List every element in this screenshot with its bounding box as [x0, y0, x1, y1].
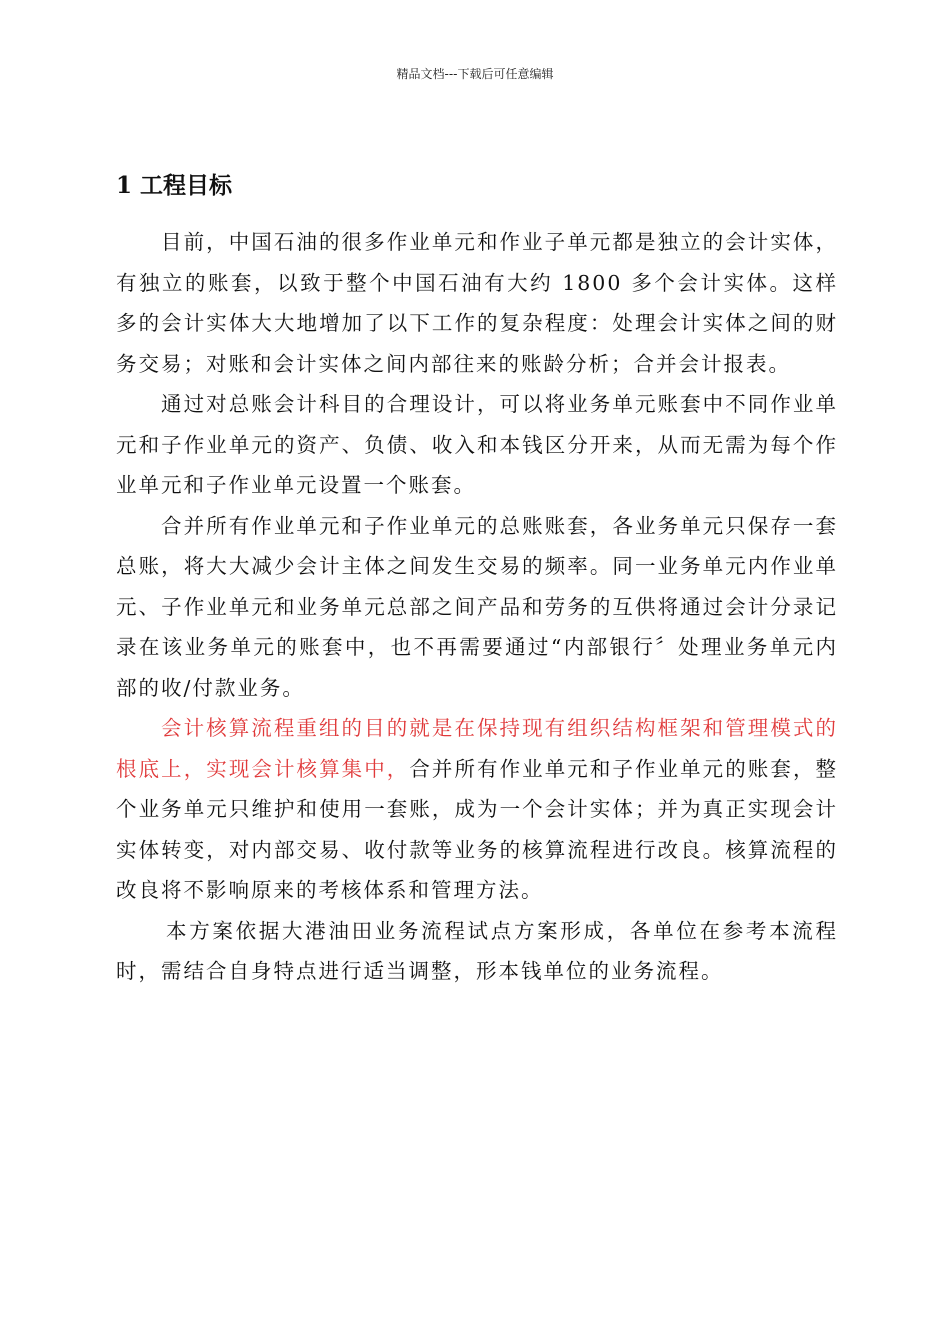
paragraph-4-rest: 合并所有作业单元和子作业单元的账套，整个业务单元只维护和使用一套账，成为一个会计实体；并为真正实现会计实体转变，对内部交易、收付款等业务的核算流程进行改良。核算流程的改良将不影响原来的考核体系和管理方法。: [116, 756, 839, 902]
paragraph-5: 本方案依据大港油田业务流程试点方案形成，各单位在参考本流程时，需结合自身特点进行适当调整，形本钱单位的业务流程。: [116, 918, 838, 983]
paragraph-2: 通过对总账会计科目的合理设计，可以将业务单元账套中不同作业单元和子作业单元的资产、负债、收入和本钱区分开来，从而无需为每个作业单元和子作业单元设置一个账套。: [116, 392, 838, 497]
page-header: 精品文档---下载后可任意编辑: [396, 67, 554, 81]
paragraph-3: 合并所有作业单元和子作业单元的总账账套，各业务单元只保存一套总账，将大大减少会计主体之间发生交易的频率。同一业务单元内作业单元、子作业单元和业务单元总部之间产品和劳务的互供将通过会计分录记录在该业务单元的账套中，也不再需要通过“内部银行〞处理业务单元内部的收/付款业务。: [116, 513, 838, 700]
paragraph-4: [116, 708, 838, 911]
section-title: 1 工程目标: [116, 172, 233, 199]
paragraph-1: 目前，中国石油的很多作业单元和作业子单元都是独立的会计实体，有独立的账套，以致于整个中国石油有大约 1800 多个会计实体。这样多的会计实体大大地增加了以下工作的复杂程度：处理会计实体之间的财务交易；对账和会计实体之间内部往来的账龄分析；合并会计报表。: [116, 230, 838, 376]
document-body: [116, 222, 838, 992]
paragraph-4-highlight: 会计核算流程重组的目的就是在保持现有组织结构框架和管理模式的根底上，实现会计核算集中，: [116, 716, 838, 781]
